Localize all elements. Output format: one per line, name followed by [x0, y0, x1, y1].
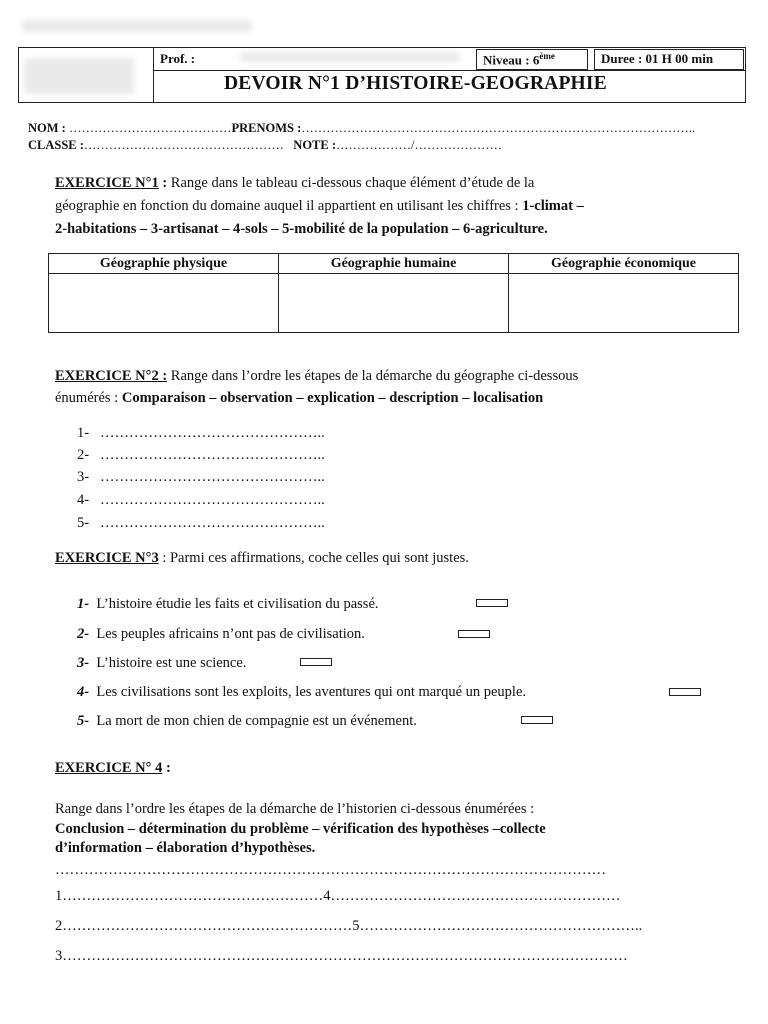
list-item: [77, 425, 325, 442]
header-divider: [153, 47, 154, 103]
answer-line[interactable]: 1………………………………………………4……………………………………………………: [55, 888, 621, 904]
nom-field[interactable]: …………………………………: [68, 121, 232, 135]
statement-text: Les civilisations sont les exploits, les aventures qui ont marqué un peuple.: [96, 684, 527, 700]
ex4-bold1: Conclusion – détermination du problème – vérification des hypothèses –collecte: [55, 821, 546, 837]
ex3-line1: [55, 550, 469, 567]
ex4-title: EXERCICE N° 4: [55, 760, 163, 776]
ex2-line2: [55, 390, 543, 407]
ex2-text2: énumérés :: [55, 390, 122, 406]
answer-field[interactable]: ………………………………………..: [99, 492, 325, 508]
cell-humaine[interactable]: [279, 274, 509, 333]
classe-label: CLASSE :: [28, 138, 84, 152]
note-label: NOTE :: [293, 138, 337, 152]
answer-line[interactable]: 2……………………………………………………5…………………………………………………..: [55, 918, 643, 934]
statement-item: [77, 596, 379, 613]
ex4-title-line: [55, 760, 171, 777]
answer-line[interactable]: ……………………………………………………………………………………………………: [55, 862, 606, 878]
list-item: [77, 469, 325, 486]
statement-text: Les peuples africains n’ont pas de civilisation.: [96, 626, 365, 642]
statement-text: La mort de mon chien de compagnie est un événement.: [96, 713, 417, 729]
cell-physique[interactable]: [49, 274, 279, 333]
answer-field[interactable]: ………………………………………..: [99, 469, 325, 485]
item-number: 1-: [77, 425, 90, 441]
list-item: [77, 492, 325, 509]
geography-table: [48, 253, 739, 333]
nom-label: NOM :: [28, 121, 66, 135]
header-divider: [153, 70, 746, 71]
redacted-school-name: [22, 20, 252, 32]
ex3-text: : Parmi ces affirmations, coche celles qui sont justes.: [158, 550, 469, 566]
item-number: 2-: [77, 626, 90, 642]
item-number: 1-: [77, 596, 90, 612]
checkbox[interactable]: [669, 688, 701, 696]
ex1-text2: géographie en fonction du domaine auquel il appartient en utilisant les chiffres :: [55, 198, 523, 214]
statement-item: [77, 713, 417, 730]
ex4-colon: :: [162, 760, 171, 776]
ex4-bold2: d’information – élaboration d’hypothèses.: [55, 840, 316, 856]
statement-item: [77, 684, 526, 701]
answer-line[interactable]: 3………………………………………………………………………………………………………: [55, 948, 628, 964]
ex1-line3: 2-habitations – 3-artisanat – 4-sols – 5-mobilité de la population – 6-agriculture.: [55, 221, 548, 237]
duree-cell: [594, 49, 744, 70]
ex1-text1: Range dans le tableau ci-dessous chaque élément d’étude de la: [167, 175, 535, 191]
ex1-title: EXERCICE N°1: [55, 175, 159, 191]
ex4-intro: Range dans l’ordre les étapes de la démarche de l’historien ci-dessous énumérées :: [55, 801, 535, 817]
prenoms-field[interactable]: …………………………………………………………………………………..: [301, 121, 696, 135]
ex2-title: EXERCICE N°2 :: [55, 368, 168, 384]
col-physique: Géographie physique: [49, 254, 279, 274]
statement-item: [77, 626, 365, 643]
ex2-text1: Range dans l’ordre les étapes de la démarche du géographe ci-dessous: [167, 368, 579, 384]
ex3-title: EXERCICE N°3: [55, 550, 159, 566]
checkbox[interactable]: [476, 599, 508, 607]
ex1-line2: [55, 198, 584, 215]
list-item: [77, 515, 325, 532]
answer-field[interactable]: ………………………………………..: [99, 447, 325, 463]
item-number: 4-: [77, 684, 90, 700]
niveau-label: Niveau : 6: [483, 52, 540, 68]
item-number: 2-: [77, 447, 90, 463]
statement-text: L’histoire étudie les faits et civilisation du passé.: [96, 596, 379, 612]
duree-label: Duree : 01 H 00 min: [601, 51, 714, 66]
statement-item: [77, 655, 246, 672]
ex2-line1: [55, 368, 578, 385]
ex2-bold2: Comparaison – observation – explication – description – localisation: [121, 390, 544, 406]
item-number: 5-: [77, 515, 90, 531]
classe-row: [28, 138, 502, 153]
ex1-line1: [55, 175, 534, 192]
note-field[interactable]: ………………/…………………: [336, 138, 502, 152]
niveau-superscript: ème: [539, 51, 555, 61]
prof-label: Prof. :: [160, 51, 196, 66]
ex1-bold2: 1-climat –: [522, 198, 584, 214]
list-item: [77, 447, 325, 464]
prenoms-label: PRENOMS :: [231, 121, 302, 135]
answer-field[interactable]: ………………………………………..: [99, 425, 325, 441]
answer-field[interactable]: ………………………………………..: [99, 515, 325, 531]
niveau-cell: [476, 49, 588, 70]
nom-row: [28, 121, 695, 136]
item-number: 4-: [77, 492, 90, 508]
statement-text: L’histoire est une science.: [96, 655, 247, 671]
col-humaine: Géographie humaine: [279, 254, 509, 274]
classe-field[interactable]: …………………………………………: [83, 138, 284, 152]
ex1-colon: :: [158, 175, 168, 191]
item-number: 5-: [77, 713, 90, 729]
item-number: 3-: [77, 469, 90, 485]
page-title: DEVOIR N°1 D’HISTOIRE-GEOGRAPHIE: [224, 73, 607, 94]
checkbox[interactable]: [300, 658, 332, 666]
col-economique: Géographie économique: [509, 254, 739, 274]
item-number: 3-: [77, 655, 90, 671]
checkbox[interactable]: [521, 716, 553, 724]
checkbox[interactable]: [458, 630, 490, 638]
cell-economique[interactable]: [509, 274, 739, 333]
